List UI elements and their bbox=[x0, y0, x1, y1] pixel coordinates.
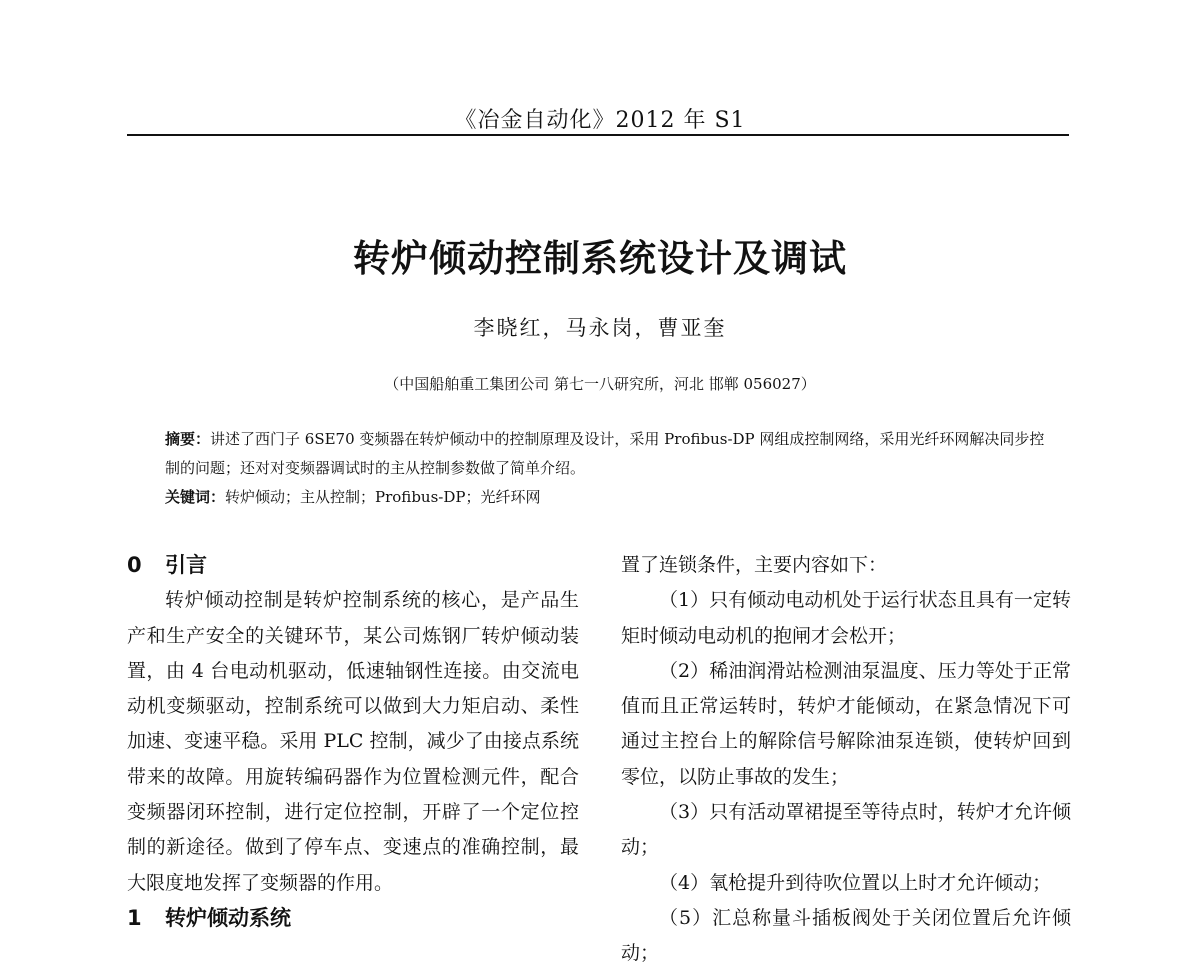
right-column bbox=[621, 548, 1071, 972]
left-column bbox=[127, 548, 579, 936]
author-affiliation: （中国船舶重工集团公司 第七一八研究所，河北 邯郸 056027） bbox=[384, 375, 816, 393]
interlock-condition-5: （5）汇总称量斗插板阀处于关闭位置后允许倾动； bbox=[621, 906, 1071, 965]
interlock-condition-1: （1）只有倾动电动机处于运行状态且具有一定转矩时倾动电动机的抱闸才会松开； bbox=[621, 589, 1071, 647]
interlock-condition-2: （2）稀油润滑站检测油泵温度、压力等处于正常值而且正常运转时，转炉才能倾动，在紧急情况下可通过主控台上的解除信号解除油泵连锁，使转炉回到零位，以防止事故的发生； bbox=[621, 659, 1071, 788]
abstract bbox=[165, 425, 1045, 483]
introduction-paragraph: 转炉倾动控制是转炉控制系统的核心，是产品生产和生产安全的关键环节，某公司炼钢厂转炉倾动装置，由 4 台电动机驱动，低速轴钢性连接。由交流电动机变频驱动，控制系统可以做到大力矩启动、柔性加速、变速平稳。采用 PLC 控制，减少了由接点系统带来的故障。用旋转编码器作为位置检测元件，配合变频器闭环控制，进行定位控制，开辟了一个定位控制的新途径。做到了停车点、变速点的准确控制，最大限度地发挥了变频器的作用。 bbox=[127, 589, 579, 894]
section-title: 引言 bbox=[165, 553, 207, 577]
running-head: 《冶金自动化》2012 年 S1 bbox=[454, 108, 746, 133]
article-title: 转炉倾动控制系统设计及调试 bbox=[353, 237, 847, 280]
section-heading-system bbox=[127, 901, 579, 936]
section-number: 0 bbox=[127, 553, 142, 577]
abstract-block bbox=[165, 425, 1045, 512]
interlock-intro: 置了连锁条件，主要内容如下： bbox=[621, 554, 888, 576]
section-heading-introduction bbox=[127, 548, 579, 583]
author-list: 李晓红，马永岗，曹亚奎 bbox=[473, 316, 727, 340]
abstract-text: 讲述了西门子 6SE70 变频器在转炉倾动中的控制原理及设计，采用 Profibus-DP 网组成控制网络，采用光纤环网解决同步控制的问题；还对对变频器调试时的主从控制参数做了简单介绍。 bbox=[165, 430, 1045, 477]
abstract-label: 摘要： bbox=[165, 430, 211, 448]
keywords-text: 转炉倾动；主从控制；Profibus-DP；光纤环网 bbox=[225, 488, 541, 506]
interlock-condition-4: （4）氧枪提升到待吹位置以上时才允许倾动； bbox=[659, 871, 1052, 894]
section-number: 1 bbox=[127, 905, 142, 930]
interlock-condition-3: （3）只有活动罩裙提至等待点时，转炉才允许倾动； bbox=[621, 801, 1071, 859]
keywords bbox=[165, 483, 1045, 512]
section-title: 转炉倾动系统 bbox=[165, 905, 291, 930]
header-rule bbox=[127, 134, 1069, 136]
keywords-label: 关键词： bbox=[165, 488, 226, 506]
